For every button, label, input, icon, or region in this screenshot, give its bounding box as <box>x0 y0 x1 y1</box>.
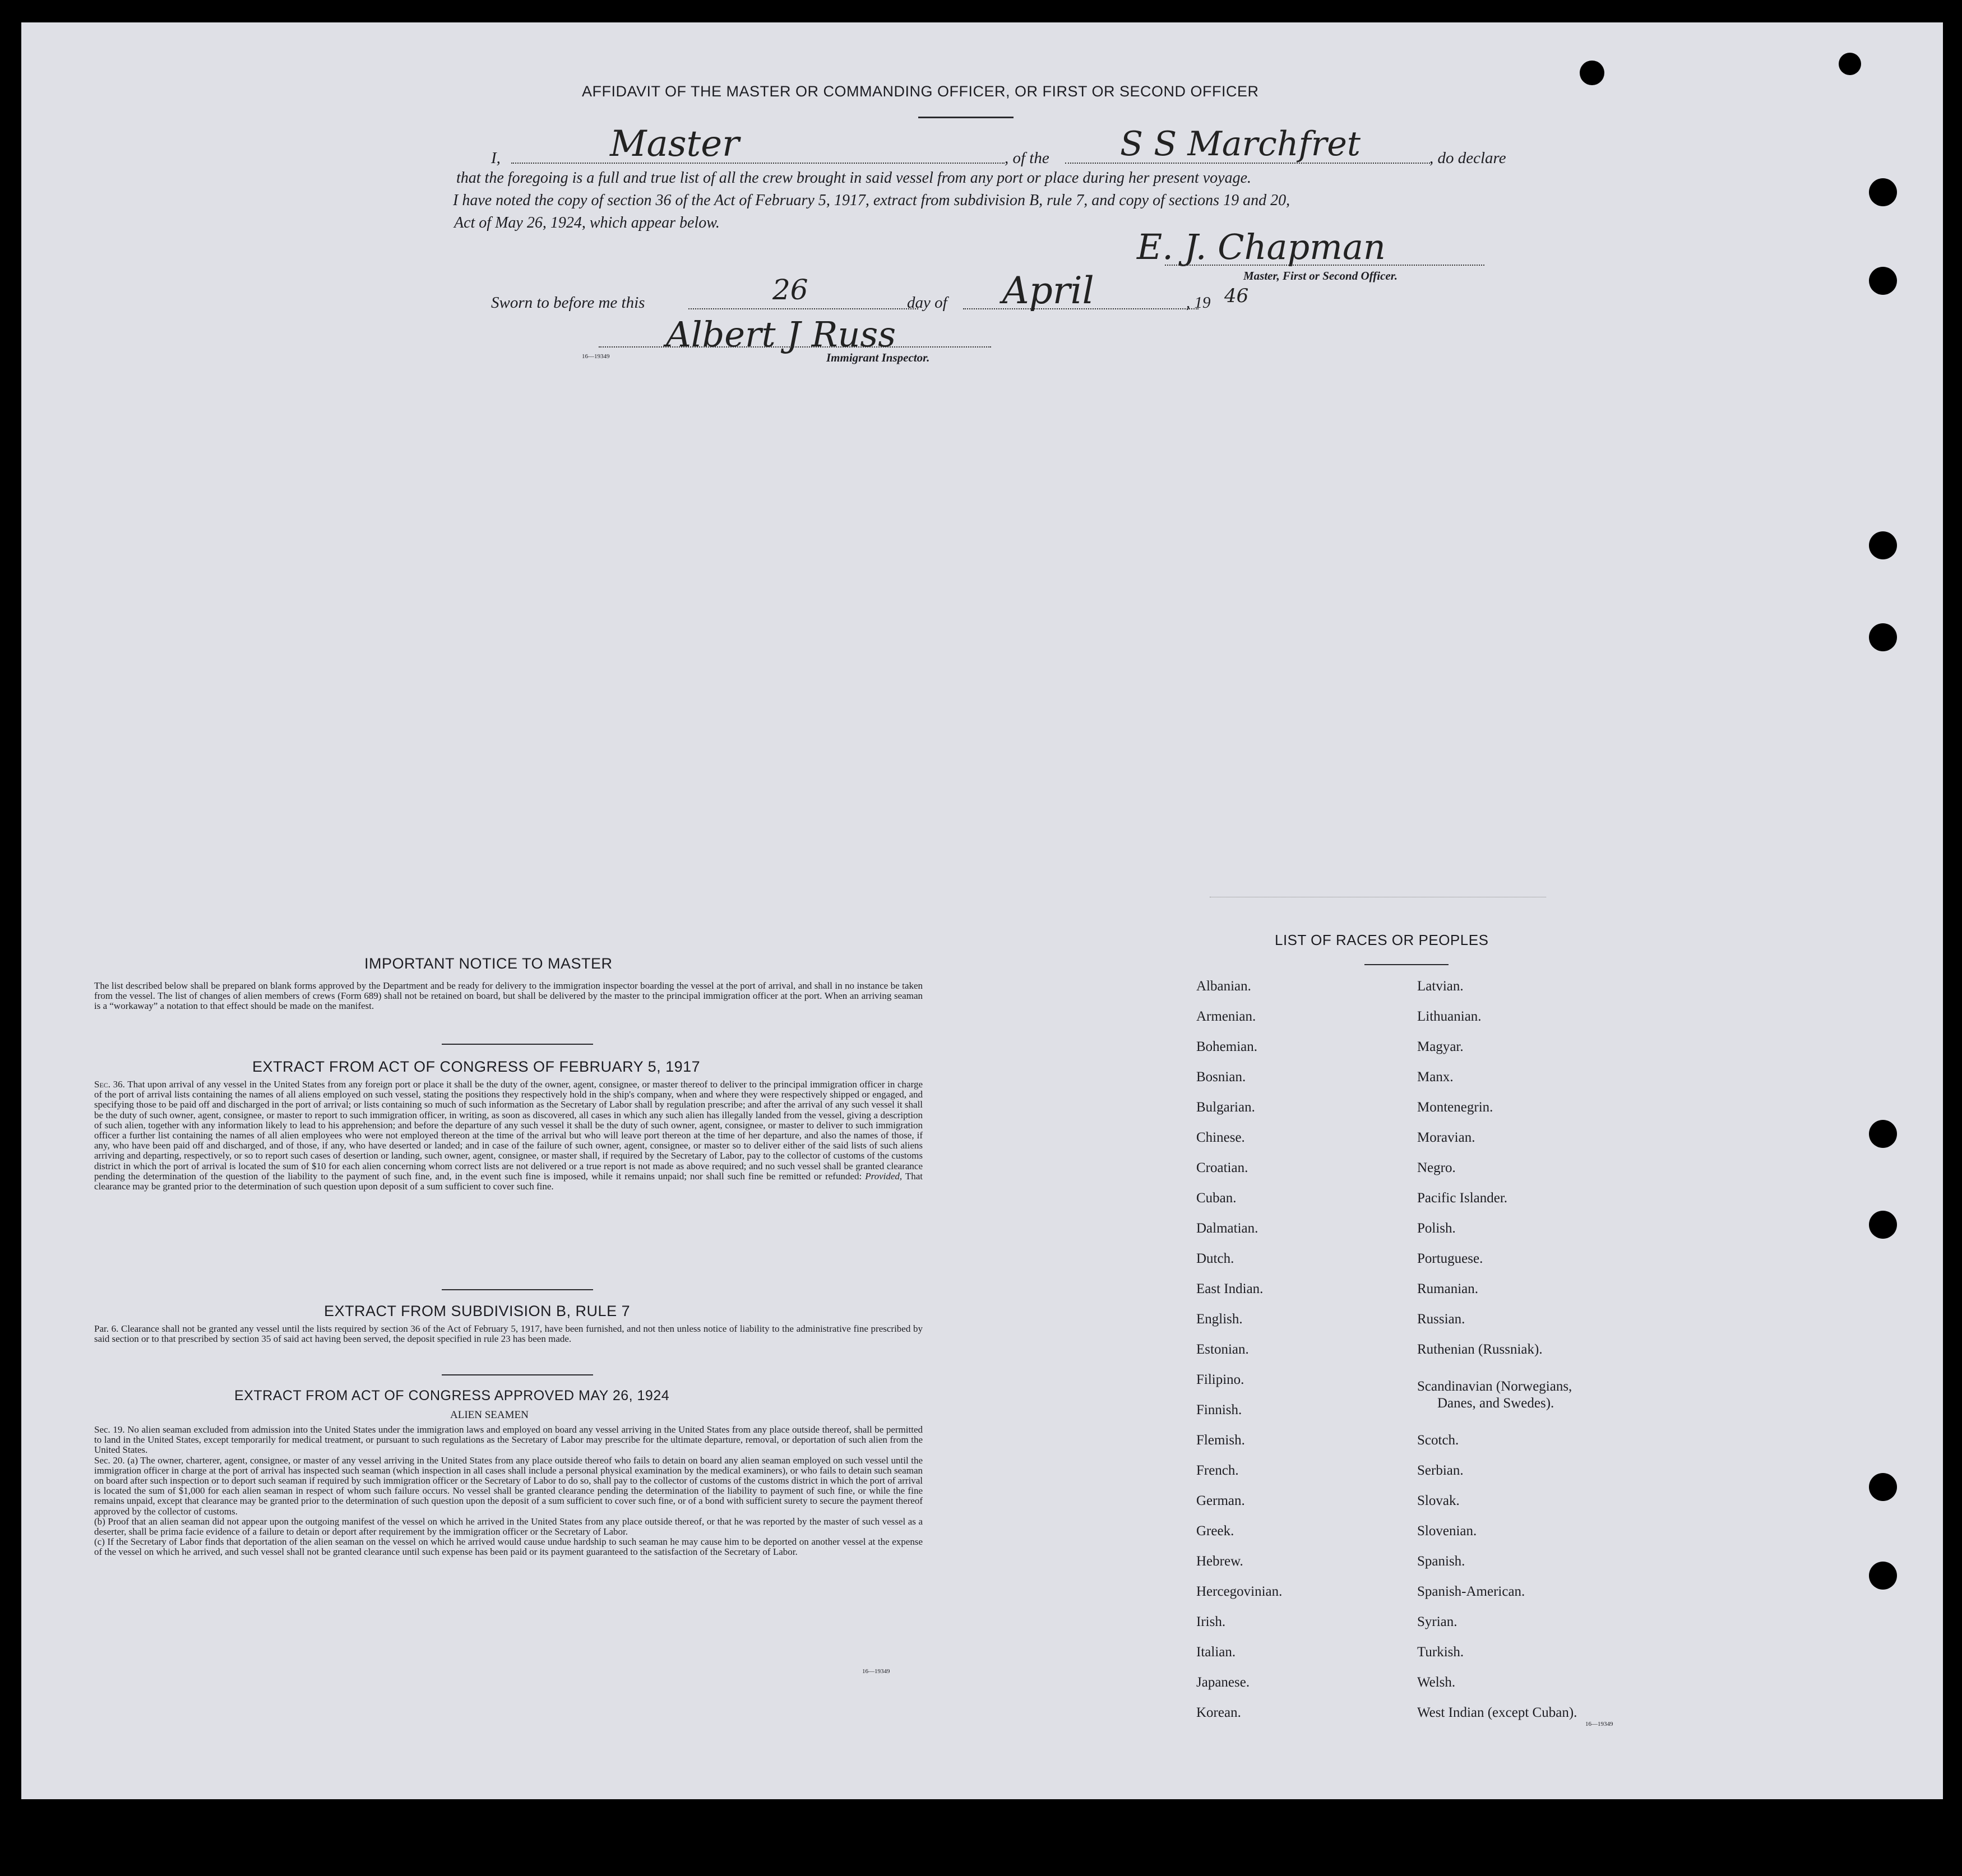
race-item: Magyar. <box>1417 1039 1464 1054</box>
race-item: Bulgarian. <box>1196 1100 1255 1115</box>
race-item: Polish. <box>1417 1221 1456 1236</box>
sworn-month-handwritten: April <box>1002 269 1094 312</box>
race-item: Moravian. <box>1417 1130 1475 1145</box>
race-item: Irish. <box>1196 1614 1226 1629</box>
race-item: Rumanian. <box>1417 1281 1479 1296</box>
race-item: Turkish. <box>1417 1645 1464 1660</box>
race-item: East Indian. <box>1196 1281 1264 1296</box>
race-item: Hercegovinian. <box>1196 1584 1283 1599</box>
affidavit-title: AFFIDAVIT OF THE MASTER OR COMMANDING OFFICER, OR FIRST OR SECOND OFFICER <box>582 83 1259 100</box>
race-item: Greek. <box>1196 1523 1234 1539</box>
officer-rank-handwritten: Master <box>610 123 739 165</box>
document-page <box>21 22 1943 1799</box>
race-item: Syrian. <box>1417 1614 1457 1629</box>
extract-1917-proviso-word: Provided, <box>865 1170 903 1182</box>
sworn-year-prefix: , 19 <box>1186 294 1211 312</box>
race-item: Finnish. <box>1196 1402 1242 1418</box>
punch-hole <box>1839 53 1861 75</box>
race-item: Cuban. <box>1196 1191 1237 1206</box>
sworn-prefix: Sworn to before me this <box>491 294 645 312</box>
punch-hole <box>1580 61 1604 85</box>
punch-hole <box>1869 1211 1897 1239</box>
affidavit-form-number: 16—19349 <box>582 353 610 360</box>
inspector-signature-line <box>599 346 991 348</box>
race-item: German. <box>1196 1493 1245 1508</box>
race-item: Korean. <box>1196 1705 1241 1720</box>
rule7-body: Par. 6. Clearance shall not be granted any vessel until the lists required by section 36 of the Act of February 5, 1917, have been furnished, and not then unless notice of liability to the administrative fine prescribed by said section or to that prescribed by section 35 of said act having been served, the deposit specified in rule 23 has been made. <box>94 1323 923 1345</box>
extract-1917-section-label: Sec. 36. <box>94 1079 125 1090</box>
extract-1924-body <box>94 1425 923 1558</box>
race-item: Pacific Islander. <box>1417 1191 1508 1206</box>
sworn-day-blank <box>688 308 918 309</box>
declaration-line4: Act of May 26, 1924, which appear below. <box>454 214 720 231</box>
race-item: Scandinavian (Norwegians, <box>1417 1379 1572 1394</box>
sworn-mid: day of <box>907 294 947 312</box>
races-form-number: 16—19349 <box>1585 1721 1613 1727</box>
race-item: Spanish. <box>1417 1554 1465 1569</box>
race-item: Croatian. <box>1196 1160 1248 1175</box>
race-item: French. <box>1196 1463 1239 1478</box>
punch-hole <box>1869 1473 1897 1501</box>
declaration-line1-suffix: , do declare <box>1429 149 1506 167</box>
race-item: Armenian. <box>1196 1009 1256 1024</box>
race-item: Scotch. <box>1417 1433 1459 1448</box>
race-item: Russian. <box>1417 1312 1465 1327</box>
extract-1917-divider <box>442 1289 593 1290</box>
master-signature-caption: Master, First or Second Officer. <box>1243 269 1398 282</box>
race-item: Japanese. <box>1196 1675 1250 1690</box>
race-item: Slovak. <box>1417 1493 1460 1508</box>
races-title: LIST OF RACES OR PEOPLES <box>1275 932 1489 948</box>
race-item: Lithuanian. <box>1417 1009 1482 1024</box>
master-signature-line <box>1165 265 1484 266</box>
race-item: Filipino. <box>1196 1372 1244 1387</box>
race-item: Latvian. <box>1417 979 1464 994</box>
extract-1924-subtitle: ALIEN SEAMEN <box>450 1409 529 1421</box>
race-item: Bohemian. <box>1196 1039 1258 1054</box>
race-item: Welsh. <box>1417 1675 1456 1690</box>
notice-body: The list described below shall be prepared on blank forms approved by the Department and be ready for delivery to the immigration inspector boarding the vessel at the port of arrival, and shall in no instance be taken from the vessel. The list of changes of alien members of crews (Form 689) shall not be retained on board, but shall be delivered by the master to the principal immigration officer at the port. When an arriving seaman is a “workaway” a notation to that effect should be made on the manifest. <box>94 980 923 1012</box>
punch-hole <box>1869 1562 1897 1590</box>
declaration-line2: that the foregoing is a full and true list of all the crew brought in said vessel from any port or place during her present voyage. <box>456 169 1252 187</box>
section-19: Sec. 19. No alien seaman excluded from admission into the United States under the immigration laws and employed on board any vessel arriving in the United States from any place outside thereof, shall be permitted to land in the United States, except temporarily for medical treatment, or pursuant to such regulations as the Secretary of Labor may prescribe for the ultimate departure, removal, or deportation of such alien from the United States. <box>94 1424 923 1456</box>
title-divider <box>918 117 1014 118</box>
race-item: Albanian. <box>1196 979 1251 994</box>
race-item: Ruthenian (Russniak). <box>1417 1342 1543 1357</box>
extract-1924-title: EXTRACT FROM ACT OF CONGRESS APPROVED MAY 26, 1924 <box>234 1388 670 1403</box>
inspector-signature: Albert J Russ <box>666 314 896 355</box>
section-20a: Sec. 20. (a) The owner, charterer, agent, consignee, or master of any vessel arriving in the United States from any place outside thereof who fails to detain on board any alien seaman employed on such vessel until the immigration officer in charge at the port of arrival has inspected such seaman (which inspection in all cases shall include a personal physical examination by the medical examiners), or who fails to detain such seaman on board after such inspection or to deport such seaman if required by such immigration officer or the Secretary of Labor to do so, shall pay to the collector of customs of the customs district in which the port of arrival is located the sum of $1,000 for each alien seaman in respect of whom such failure occurs. No vessel shall be granted clearance pending the determination of the liability to payment of such fine, or while the fine remains unpaid, except that clearance may be granted prior to the determination of such question upon the deposit of a sum sufficient to cover such fine, or of a bond with sufficient surety to secure the payment thereof approved by the collector of customs. <box>94 1455 923 1517</box>
race-item: Spanish-American. <box>1417 1584 1525 1599</box>
extract-1924-form-number: 16—19349 <box>862 1668 890 1675</box>
extract-1917-body <box>94 1080 923 1192</box>
race-item: Flemish. <box>1196 1433 1245 1448</box>
punch-hole <box>1869 1120 1897 1148</box>
race-item: West Indian (except Cuban). <box>1417 1705 1577 1720</box>
race-item: Italian. <box>1196 1645 1236 1660</box>
declaration-line3: I have noted the copy of section 36 of the Act of February 5, 1917, extract from subdivision B, rule 7, and copy of sections 19 and 20, <box>453 192 1290 209</box>
race-item: Estonian. <box>1196 1342 1249 1357</box>
punch-hole <box>1869 178 1897 206</box>
rule7-title: EXTRACT FROM SUBDIVISION B, RULE 7 <box>324 1303 631 1319</box>
race-item: Montenegrin. <box>1417 1100 1493 1115</box>
race-item: Serbian. <box>1417 1463 1464 1478</box>
extract-1917-title: EXTRACT FROM ACT OF CONGRESS OF FEBRUARY 5, 1917 <box>252 1058 701 1075</box>
race-item: Bosnian. <box>1196 1069 1246 1085</box>
rule7-divider <box>442 1374 593 1375</box>
sworn-day-handwritten: 26 <box>772 274 808 306</box>
inspector-signature-caption: Immigrant Inspector. <box>826 351 930 364</box>
race-item: English. <box>1196 1312 1243 1327</box>
master-signature: E. J. Chapman <box>1137 226 1386 267</box>
race-item: Portuguese. <box>1417 1251 1483 1266</box>
races-divider <box>1364 964 1449 965</box>
declaration-line1-prefix: I, <box>491 149 501 167</box>
notice-title: IMPORTANT NOTICE TO MASTER <box>364 955 613 972</box>
sworn-year-handwritten: 46 <box>1224 285 1249 307</box>
extract-1917-proviso: That clearance may be granted prior to the determination of such question upon deposit of a sum sufficient to cover such fine. <box>94 1170 923 1192</box>
punch-hole <box>1869 267 1897 295</box>
race-item: Dutch. <box>1196 1251 1234 1266</box>
section-20c: (c) If the Secretary of Labor finds that deportation of the alien seaman on the vessel on which he arrived would cause undue hardship to such seaman he may cause him to be deported on another vessel at the expense of the vessel on which he arrived, and such vessel shall not be granted clearance until such expense has been paid or its payment guaranteed to the satisfaction of the Secretary of Labor. <box>94 1536 923 1558</box>
extract-1917-text: That upon arrival of any vessel in the United States from any foreign port or place it shall be the duty of the owner, agent, consignee, or master thereof to deliver to the principal immigration officer in charge of the port of arrival lists containing the names of all aliens employed on such vessel, stating the positions they respectively hold in the ship's company, when and where they were respectively shipped or engaged, and specifying those to be paid off and discharged in the port of arrival; or lists containing so much of such information as the Secretary of Labor shall by regulation prescribe; and after the arrival of any such vessel it shall be the duty of such owner, agent, consignee, or master to report to such immigration officer, in writing, as soon as discovered, all cases in which any such alien has illegally landed from the vessel, giving a description of such alien, together with any information likely to lead to his apprehension; and before the departure of any such vessel it shall be the duty of such owner, agent, consignee, or master to deliver to such immigration officer a further list containing the names of all alien employees who were not employed thereon at the time of the arrival but who will leave port thereon at the time of her departure, and also the names of those, if any, who have been paid off and discharged, and of those, if any, who have deserted or landed; and in case of the failure of such owner, agent, consignee, or master so to deliver either of the said lists of such aliens arriving and departing, respectively, or so to report such cases of desertion or landing, such owner, agent, consignee, or master shall, if required by the Secretary of Labor, pay to the collector of customs of the customs district in which the port of arrival is located the sum of $10 for each alien concerning whom correct lists are not delivered or a true report is not made as above required; and no such vessel shall be granted clearance pending the determination of the question of the liability to the payment of such fine, and, in the event such fine is imposed, while it remains unpaid; nor shall such fine be remitted or refunded: <box>94 1079 923 1182</box>
race-item: Dalmatian. <box>1196 1221 1258 1236</box>
vessel-name-handwritten: S S Marchfret <box>1120 124 1361 164</box>
punch-hole <box>1869 623 1897 651</box>
race-item: Slovenian. <box>1417 1523 1477 1539</box>
race-item: Manx. <box>1417 1069 1454 1085</box>
race-item: Negro. <box>1417 1160 1456 1175</box>
race-item: Hebrew. <box>1196 1554 1243 1569</box>
officer-rank-blank <box>511 163 1005 164</box>
notice-divider <box>442 1044 593 1045</box>
declaration-line1-mid: , of the <box>1005 149 1049 167</box>
section-20b: (b) Proof that an alien seaman did not appear upon the outgoing manifest of the vessel on which he arrived in the United States from any place outside thereof, or that he was reported by the master of such vessel as a deserter, shall be prima facie evidence of a failure to detain or deport after requirement by the immigration officer or the Secretary of Labor. <box>94 1516 923 1537</box>
race-item: Danes, and Swedes). <box>1437 1396 1554 1411</box>
race-item: Chinese. <box>1196 1130 1245 1145</box>
punch-hole <box>1869 531 1897 559</box>
